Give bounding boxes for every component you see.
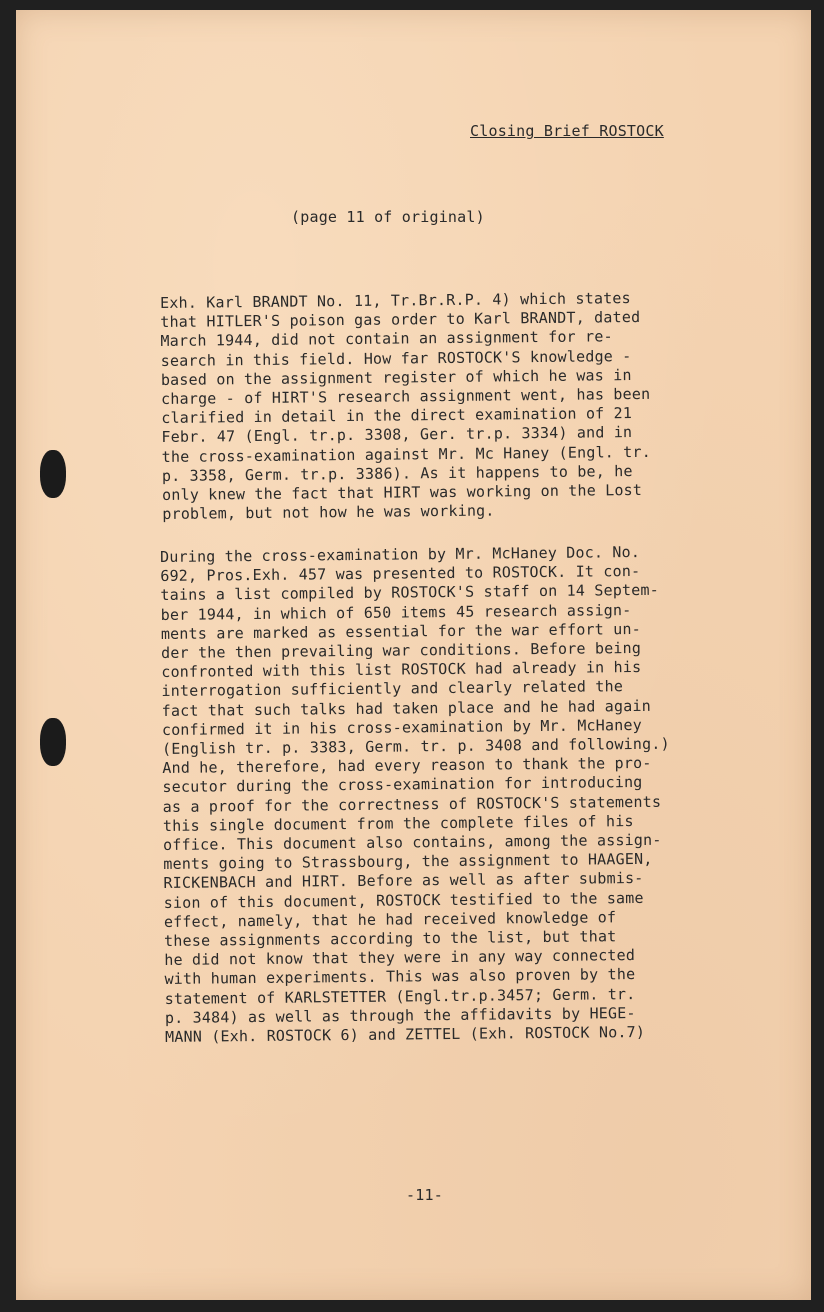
body-paragraph-1: Exh. Karl BRANDT No. 11, Tr.Br.R.P. 4) which states that HITLER'S poison gas order to Karl BRANDT, dated March 1944, did not contain an assignment for re- search in this field. How far ROSTOCK'S knowledge - based on the assignment register of which he was in charge - of HIRT'S research assignment went, has been clarified in detail in the direct examination of 21 Febr. 47 (Engl. tr.p. 3308, Ger. tr.p. 3334) and in the cross-examination against Mr. Mc Haney (Engl. tr. p. 3358, Germ. tr.p. 3386). As it happens to be, he only knew the fact that HIRT was working on the Lost problem, but not how he was working. <box>160 289 652 524</box>
punch-hole-bottom <box>40 718 66 766</box>
document-header-title: Closing Brief ROSTOCK <box>470 122 664 140</box>
body-paragraph-2: During the cross-examination by Mr. McHaney Doc. No. 692, Pros.Exh. 457 was presented to ROSTOCK. It con- tains a list compiled by ROSTOCK'S staff on 14 Septem- ber 1944, in which of 650 items 45 research assign- ments are marked as essential for the war effort un- der the then prevailing war conditions. Before being confronted with this list ROSTOCK had already in his interrogation sufficiently and clearly related the fact that such talks had taken place and he had again confirmed it in his cross-examination by Mr. McHaney (English tr. p. 3383, Germ. tr. p. 3408 and following.) And he, therefore, had every reason to thank the pro- secutor during the cross-examination for introducing as a proof for the correctness of ROSTOCK'S statements this single document from the complete files of his office. This document also contains, among the assign- ments going to Strassbourg, the assignment to HAAGEN, RICKENBACH and HIRT. Before as well as after submis- sion of this document, ROSTOCK testified to the same effect, namely, that he had received knowledge of these assignments according to the list, but that he did not know that they were in any way connected with human experiments. This was also proven by the statement of KARLSTETTER (Engl.tr.p.3457; Germ. tr. p. 3484) as well as through the affidavits by HEGE- MANN (Exh. ROSTOCK 6) and ZETTEL (Exh. ROSTOCK No.7) <box>160 542 670 1047</box>
original-page-reference: (page 11 of original) <box>291 208 485 226</box>
document-page <box>16 10 811 1300</box>
punch-hole-top <box>40 450 66 498</box>
page-number: -11- <box>406 1186 443 1204</box>
